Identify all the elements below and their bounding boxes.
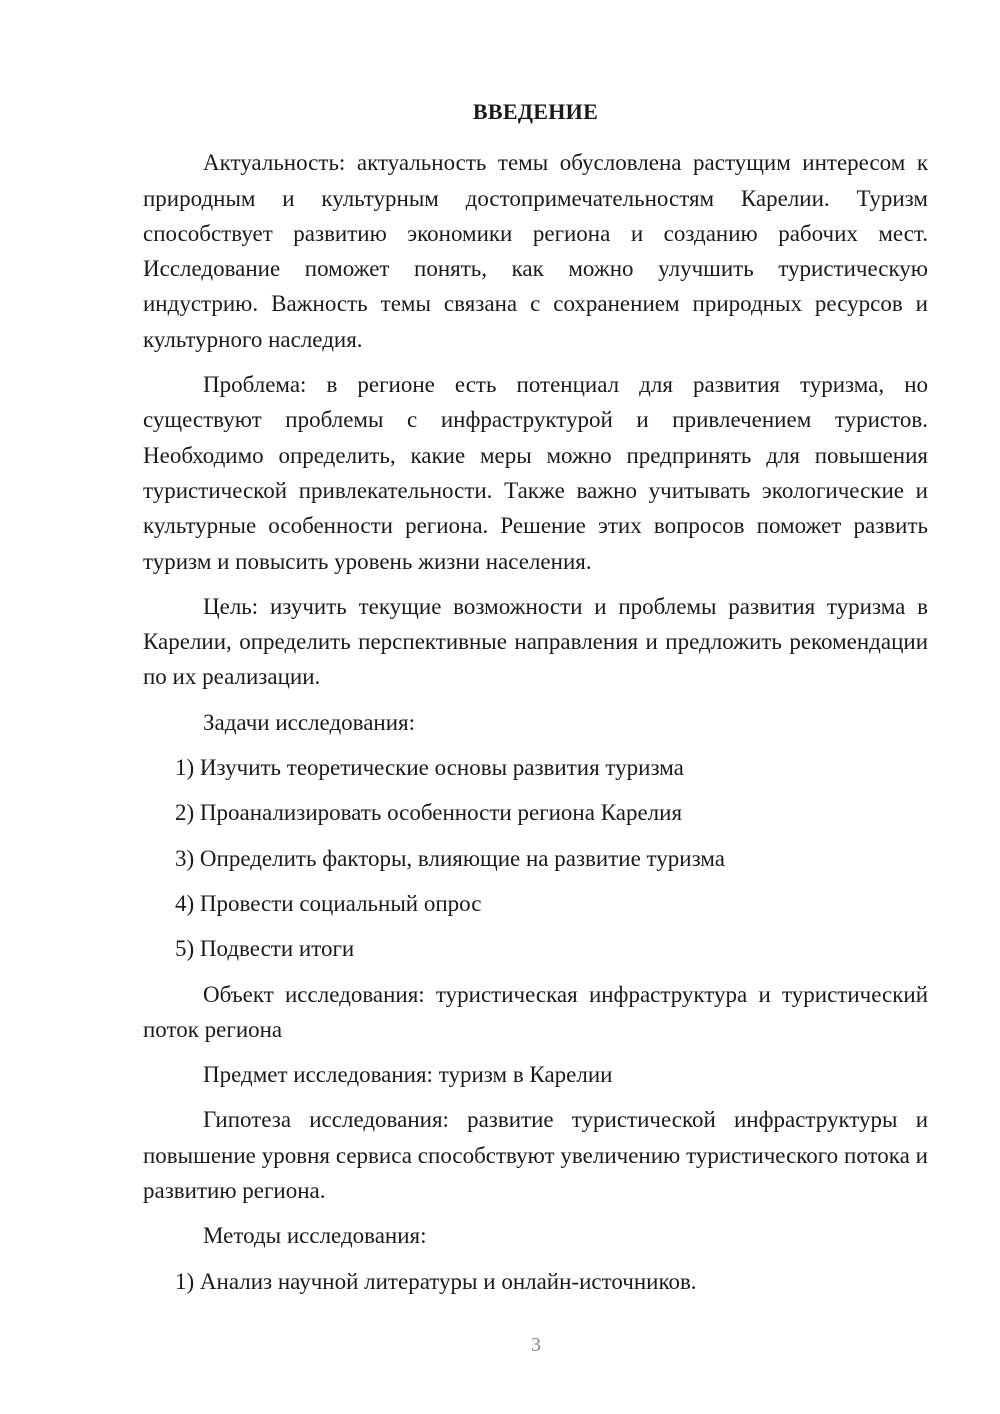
problem-paragraph: Проблема: в регионе есть потенциал для развития туризма, но существуют проблемы с инфраструктурой и привлечением туристов. Необходимо определить, какие меры можно предпринять для повышения туристической привлекательности. Также важно учитывать экологические и культурные особенности региона. Решение этих вопросов поможет развить туризм и повысить уровень жизни населения. (143, 372, 928, 574)
task-item-1: 1) Изучить теоретические основы развития туризма (175, 755, 684, 781)
task-item-3: 3) Определить факторы, влияющие на развитие туризма (175, 845, 725, 871)
task-item-2: 2) Проанализировать особенности региона Карелия (175, 800, 683, 826)
tasks-heading: Задачи исследования: (203, 709, 416, 735)
task-item-4: 4) Провести социальный опрос (175, 890, 482, 916)
object-paragraph: Объект исследования: туристическая инфраструктура и туристический поток региона (143, 981, 928, 1042)
page-title: ВВЕДЕНИЕ (472, 99, 599, 124)
page-number: 3 (531, 1334, 541, 1356)
page-content (143, 94, 928, 1309)
hypothesis-paragraph: Гипотеза исследования: развитие туристической инфраструктуры и повышение уровня сервиса способствуют увеличению туристического потока и развитию региона. (143, 1107, 928, 1204)
methods-heading: Методы исследования: (203, 1223, 427, 1249)
methods-list (143, 1264, 928, 1299)
method-item-1: 1) Анализ научной литературы и онлайн-источников. (175, 1268, 697, 1294)
subject-paragraph: Предмет исследования: туризм в Карелии (203, 1062, 613, 1088)
relevance-paragraph: Актуальность: актуальность темы обусловлена растущим интересом к природным и культурным достопримечательностям Карелии. Туризм способствует развитию экономики региона и созданию рабочих мест. Исследование поможет понять, как можно улучшить туристическую индустрию. Важность темы связана с сохранением природных ресурсов и культурного наследия. (143, 150, 928, 352)
goal-paragraph: Цель: изучить текущие возможности и проблемы развития туризма в Карелии, определить перспективные направления и предложить рекомендации по их реализации. (143, 593, 928, 690)
task-item-5: 5) Подвести итоги (175, 936, 355, 962)
tasks-list (143, 750, 928, 966)
